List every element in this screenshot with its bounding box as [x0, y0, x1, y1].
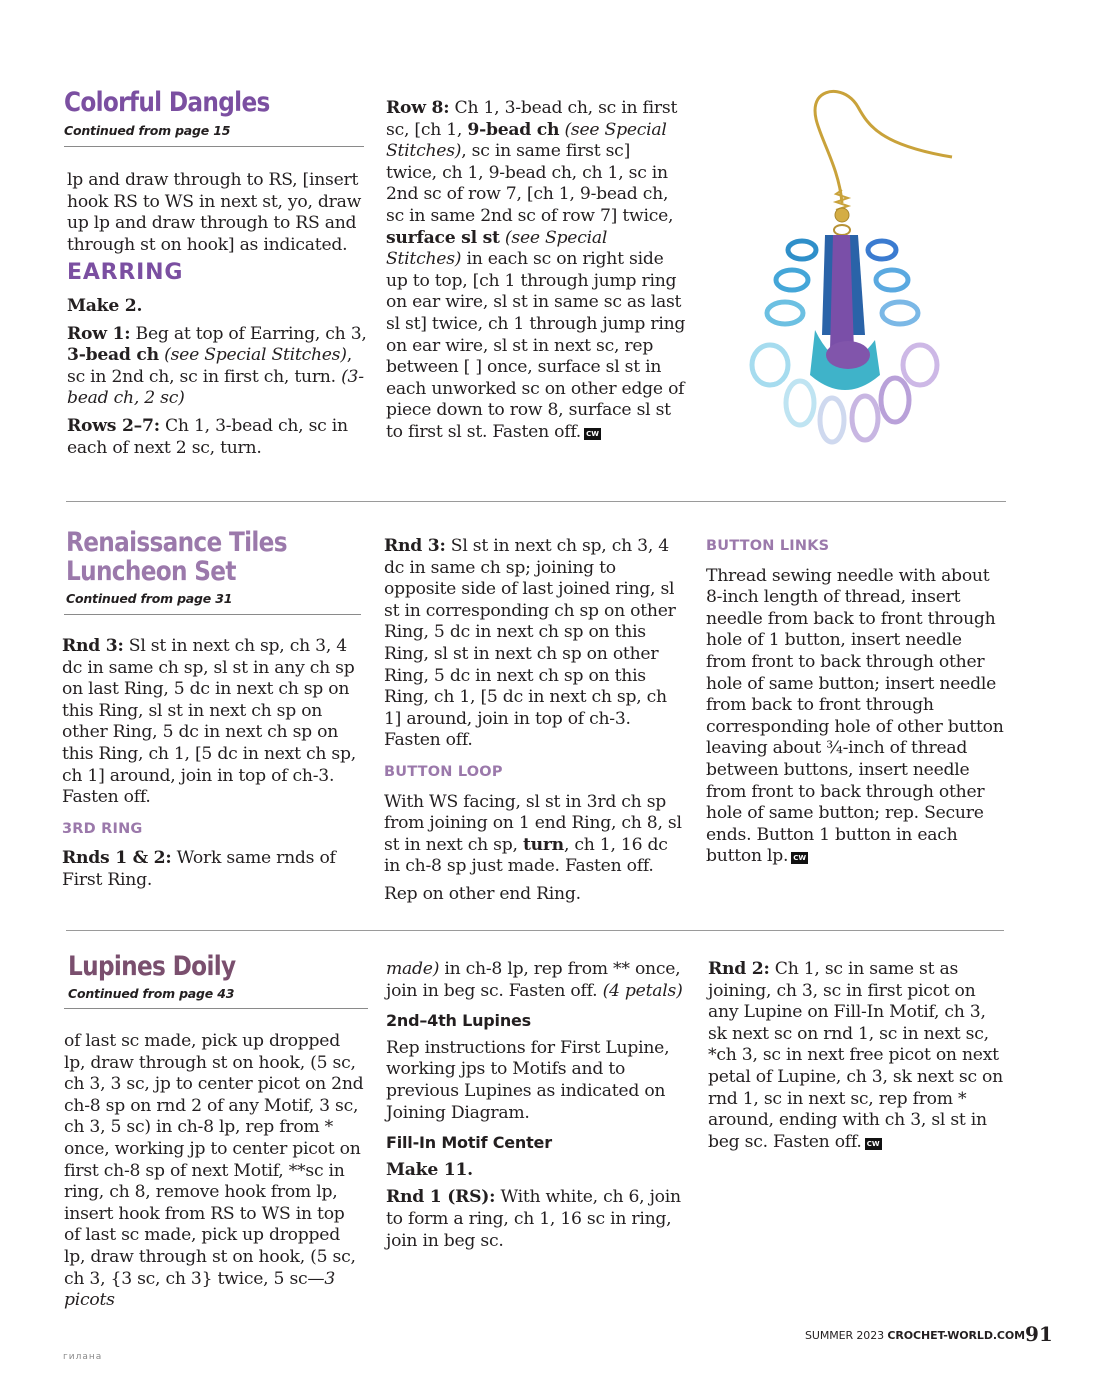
lupines-title: Lupines Doily — [68, 951, 236, 982]
footer-site[interactable]: CROCHET-WORLD.COM — [887, 1329, 1025, 1342]
cw-end-icon: CW — [584, 428, 601, 440]
lupines-col2 — [386, 959, 686, 1258]
purple-knot — [826, 341, 870, 369]
colorful-dangles-continued: Continued from page 15 — [64, 123, 231, 138]
ear-wire — [815, 91, 952, 203]
earring-photo — [730, 85, 980, 490]
page-number: 91 — [1025, 1322, 1053, 1346]
second-fourth-heading: 2nd–4th Lupines — [386, 1011, 532, 1031]
rnd3-paragraph: Rnd 3: Sl st in next ch sp, ch 3, 4 dc in same ch sp, sl st in any ch sp on last Ring, 5 dc in next ch sp on this Ring, sl st in next ch sp on other Ring, 5 dc in next ch sp on this Ring, ch 1, [5 dc in next ch sp, ch 1] around, join in top of ch-3. Fasten off. — [62, 636, 356, 808]
colorful-dangles-title: Colorful Dangles — [64, 87, 270, 118]
button-loop-heading: BUTTON LOOP — [384, 763, 503, 780]
title-rule — [64, 1008, 368, 1009]
lupines-col1 — [64, 1031, 364, 1318]
rep-instructions-paragraph: Rep instructions for First Lupine, working jps to Motifs and to previous Lupines as indicated on Joining Diagram. — [386, 1037, 670, 1123]
lupines-continued: Continued from page 43 — [68, 986, 235, 1001]
make11-label: Make 11. — [386, 1159, 473, 1180]
fill-in-heading: Fill-In Motif Center — [386, 1133, 552, 1153]
col1-paragraph: lp and draw through to RS, [insert hook RS to WS in next st, yo, draw up lp and draw through to RS and through st on hook] as indicated. — [67, 170, 362, 255]
row8-paragraph: Row 8: Ch 1, 3-bead ch, sc in first sc, [ch 1, 9-bead ch (see Special Stitches), sc in same first sc] twice, ch 1, 9-bead ch, ch 1, sc in 2nd sc of row 7, [ch 1, 9-bead ch, sc in same 2nd sc of row 7] twice, surface sl st (see Special Stitches) in each sc on right side up to top, [ch 1 through jump ring on ear wire, sl st in same sc as last sl st] twice, ch 1 through jump ring on ear wire, sl st in next sc, rep between [ ] once, surface sl st in each unworked sc on other edge of piece down to row 8, surface sl st to first sl st. Fasten off. CW — [386, 98, 686, 442]
renaissance-col2 — [384, 536, 686, 912]
rows27-paragraph: Rows 2–7: Ch 1, 3-bead ch, sc in each of next 2 sc, turn. — [67, 415, 348, 458]
renaissance-col1 — [62, 636, 362, 898]
rnd2-paragraph: Rnd 2: Ch 1, sc in same st as joining, ch 3, sc in first picot on any Lupine on Fill-In Motif, ch 3, sk next sc on rnd 1, sc in next sc, *ch 3, sc in next free picot on next petal of Lupine, ch 3, sk next sc on rnd 1, sc in next sc, rep from * around, ending with ch 3, sl st in beg sc. Fasten off. CW — [708, 959, 1003, 1152]
button-links-heading: BUTTON LINKS — [706, 538, 830, 554]
title-rule — [64, 146, 364, 147]
colorful-dangles-col2 — [386, 98, 686, 450]
third-ring-heading: 3RD RING — [62, 820, 143, 837]
renaissance-col3 — [706, 536, 1006, 874]
gold-bead — [835, 208, 849, 222]
jump-ring — [834, 225, 850, 235]
make-label: Make 2. — [67, 295, 143, 316]
lupines-col1-paragraph: of last sc made, pick up dropped lp, draw through st on hook, (5 sc, ch 3, 3 sc, jp to center picot on 2nd ch-8 sp on rnd 2 of any Motif, 3 sc, ch 3, 5 sc) in ch-8 lp, rep from * once, working jp to center picot on first ch-8 sp of next Motif, **sc in ring, ch 8, remove hook from lp, insert hook from RS to WS in top of last sc made, pick up dropped lp, draw through st on hook, (5 sc, ch 3, {3 sc, ch 3} twice, 5 sc—3 picots — [64, 1031, 364, 1311]
lupines-col3 — [708, 959, 1004, 1159]
section-divider-2 — [66, 930, 1004, 931]
renaissance-title-line2: Luncheon Set — [66, 556, 236, 587]
title-rule — [64, 614, 361, 615]
watermark: гилана — [63, 1352, 103, 1362]
rnds12-paragraph: Rnds 1 & 2: Work same rnds of First Ring. — [62, 848, 336, 890]
button-loop-paragraph: With WS facing, sl st in 3rd ch sp from joining on 1 end Ring, ch 8, sl st in next ch sp, turn, ch 1, 16 dc in ch-8 sp just made. Fasten off. — [384, 791, 682, 877]
colorful-dangles-col1 — [67, 170, 367, 465]
earring-heading: EARRING — [67, 260, 184, 286]
cw-end-icon: CW — [865, 1138, 882, 1150]
cw-end-icon: CW — [791, 852, 808, 864]
footer-issue: SUMMER 2023 CROCHET-WORLD.COM — [805, 1329, 1025, 1342]
section-divider-1 — [66, 501, 1006, 502]
rnd3-other-ring-paragraph: Rnd 3: Sl st in next ch sp, ch 3, 4 dc in same ch sp; joining to opposite side of last joined ring, sl st in corresponding ch sp on other Ring, 5 dc in next ch sp on this Ring, sl st in next ch sp on other Ring, 5 dc in next ch sp on this Ring, ch 1, [5 dc in next ch sp, ch 1] around, join in top of ch-3. Fasten off. — [384, 536, 676, 751]
renaissance-title-line1: Renaissance Tiles — [66, 527, 287, 558]
center-stripe — [830, 235, 854, 350]
button-links-paragraph: Thread sewing needle with about 8-inch length of thread, insert needle from back to front through hole of 1 button, insert needle from front to back through other hole of same button; insert needle from back to front through corresponding hole of other button leaving about ¾-inch of thread between buttons, insert needle from front to back through other hole of same button; rep. Secure ends. Button 1 button in each button lp. CW — [706, 565, 1004, 867]
renaissance-continued: Continued from page 31 — [66, 591, 233, 606]
rep-paragraph: Rep on other end Ring. — [384, 883, 581, 904]
rnd1-paragraph: Rnd 1 (RS): With white, ch 6, join to form a ring, ch 1, 16 sc in ring, join in beg sc. — [386, 1187, 681, 1251]
row1-paragraph: Row 1: Beg at top of Earring, ch 3, 3-bead ch (see Special Stitches), sc in 2nd ch, sc in first ch, turn. (3-bead ch, 2 sc) — [67, 323, 367, 409]
lupines-col2-paragraph: made) in ch-8 lp, rep from ** once, join in beg sc. Fasten off. (4 petals) — [386, 959, 683, 1001]
